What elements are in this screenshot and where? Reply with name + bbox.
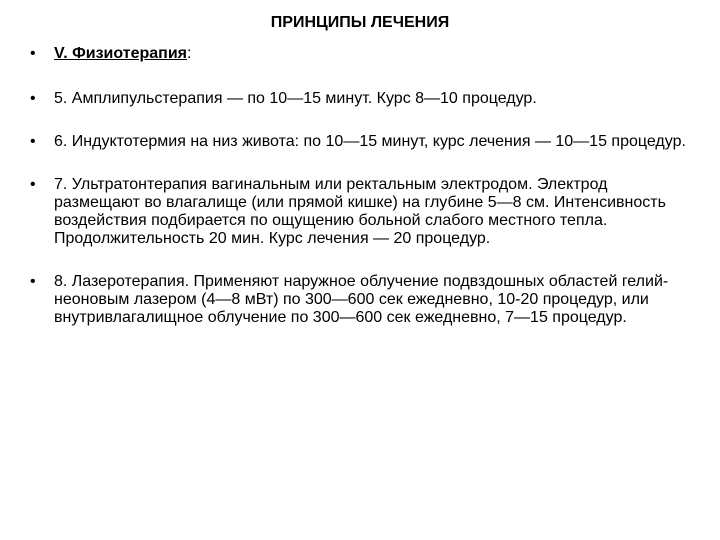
section-heading-suffix: : bbox=[187, 45, 192, 62]
bullet-text: 5. Амплипульстерапия — по 10—15 минут. Курс 8—10 процедур. bbox=[54, 90, 537, 107]
bullet-dot: • bbox=[30, 176, 36, 193]
bullet-text: 8. Лазеротерапия. Применяют наружное облучение подвздошных областей гелий-неоновым лазером (4—8 мВт) по 300—600 сек ежедневно, 10-20 процедур, или внутривлагалищное облучение по 300—600 сек ежедневно, 7—15 процедур. bbox=[54, 273, 669, 326]
bullet-dot: • bbox=[30, 273, 36, 290]
bullet-dot: • bbox=[30, 90, 36, 107]
bullet-text: 6. Индуктотермия на низ живота: по 10—15 минут, курс лечения — 10—15 процедур. bbox=[54, 133, 686, 150]
slide-title: ПРИНЦИПЫ ЛЕЧЕНИЯ bbox=[270, 14, 450, 31]
bullet-dot: • bbox=[30, 133, 36, 150]
bullet-item-laser bbox=[30, 273, 690, 327]
bullet-item-ultratone bbox=[30, 176, 690, 248]
bullet-item-amplipulse bbox=[30, 90, 690, 108]
bullet-list bbox=[30, 45, 690, 327]
bullet-item-physiotherapy bbox=[30, 45, 690, 63]
bullet-dot: • bbox=[30, 45, 36, 62]
bullet-text: 7. Ультратонтерапия вагинальным или ректальным электродом. Электрод размещают во влагалище (или прямой кишке) на глубине 5—8 см. Интенсивность воздействия подбирается по ощущению больной слабого местного тепла. Продолжительность 20 мин. Курс лечения — 20 процедур. bbox=[54, 176, 666, 247]
section-heading: V. Физиотерапия bbox=[54, 45, 187, 62]
bullet-item-inductothermy bbox=[30, 133, 690, 151]
